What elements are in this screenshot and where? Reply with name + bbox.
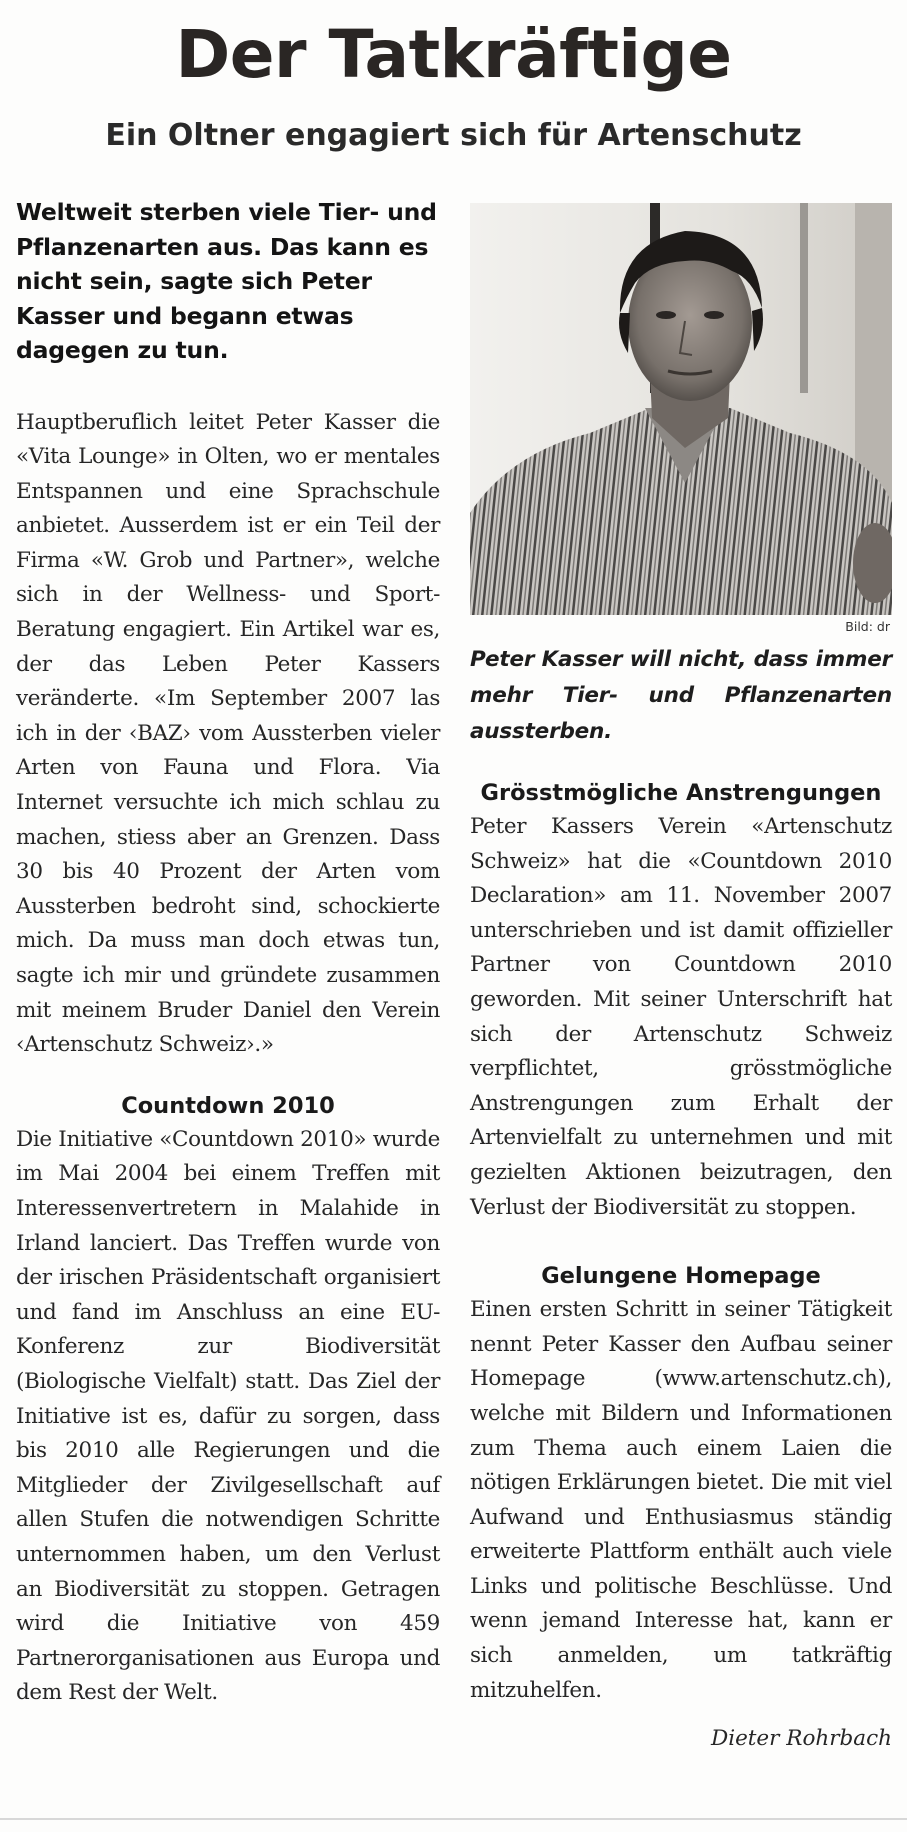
article-subtitle: Ein Oltner engagiert sich für Artenschutz	[105, 118, 802, 153]
article-lead: Weltweit sterben viele Tier- und Pflanzenarten aus. Das kann es nicht sein, sagte sich Peter Kasser und begann etwas dagegen zu tun.	[16, 198, 437, 364]
intro-paragraph: Hauptberuflich leitet Peter Kasser die «Vita Lounge» in Olten, wo er mentales Entspannen und eine Sprachschule anbietet. Ausserdem ist er ein Teil der Firma «W. Grob und Partner», welche sich in der Wellness- und Sport-Beratung engagiert. Ein Artikel war es, der das Leben Peter Kassers veränderte. «Im September 2007 las ich in der ‹BAZ› vom Aussterben vieler Arten von Fauna und Flora. Via Internet versuchte ich mich schlau zu machen, stiess aber an Grenzen. Dass 30 bis 40 Prozent der Arten vom Aussterben bedroht sind, schockierte mich. Da muss man doch etwas tun, sagte ich mir und gründete zusammen mit meinem Bruder Daniel den Verein ‹Artenschutz Schweiz›.»	[16, 409, 440, 1058]
section-heading-countdown: Countdown 2010	[121, 1092, 335, 1119]
article-headline: Der Tatkräftige	[175, 16, 732, 93]
section-heading-anstrengungen: Grösstmögliche Anstrengungen	[480, 780, 882, 806]
bottom-divider	[0, 1818, 907, 1820]
left-column	[16, 195, 440, 1711]
author-byline: Dieter Rohrbach	[710, 1726, 892, 1752]
right-column	[470, 203, 892, 1756]
section-text-countdown: Die Initiative «Countdown 2010» wurde im Mai 2004 bei einem Treffen mit Interessenvertretern in Malahide in Irland lanciert. Das Treffen wurde von der irischen Präsidentschaft organisiert und fand im Anschluss an eine EU-Konferenz zur Biodiversität (Biologische Vielfalt) statt. Das Ziel der Initiative ist es, dafür zu sorgen, dass bis 2010 alle Regierungen und die Mitglieder der Zivilgesellschaft auf allen Stufen die notwendigen Schritte unternommen haben, um den Verlust an Biodiversität zu stoppen. Getragen wird die Initiative von 459 Partnerorganisationen aus Europa und dem Rest der Welt.	[16, 1126, 440, 1706]
photo-credit: Bild: dr	[845, 619, 890, 634]
section-text-homepage: Einen ersten Schritt in seiner Tätigkeit nennt Peter Kasser den Aufbau seiner Homepage (www.artenschutz.ch), welche mit Bildern und Informationen zum Thema auch einem Laien die nötigen Erklärungen bietet. Die mit viel Aufwand und Enthusiasmus ständig erweiterte Plattform enthält auch viele Links und politische Beschlüsse. Und wenn jemand Interesse hat, kann er sich anmelden, um tatkräftig mitzuhelfen.	[470, 1297, 892, 1703]
section-text-anstrengungen: Peter Kassers Verein «Artenschutz Schweiz» hat die «Countdown 2010 Declaration» am 11. November 2007 unterschrieben und ist damit offizieller Partner von Countdown 2010 geworden. Mit seiner Unterschrift hat sich der Artenschutz Schweiz verpflichtet, grösstmögliche Anstrengungen zum Erhalt der Artenvielfalt zu unternehmen und mit gezielten Aktionen beizutragen, den Verlust der Biodiversität zu stoppen.	[470, 814, 892, 1220]
section-heading-homepage: Gelungene Homepage	[541, 1263, 821, 1290]
portrait-photo	[470, 203, 892, 615]
photo-caption: Peter Kasser will nicht, dass immer mehr Tier- und Pflanzenarten aussterben.	[470, 647, 892, 744]
